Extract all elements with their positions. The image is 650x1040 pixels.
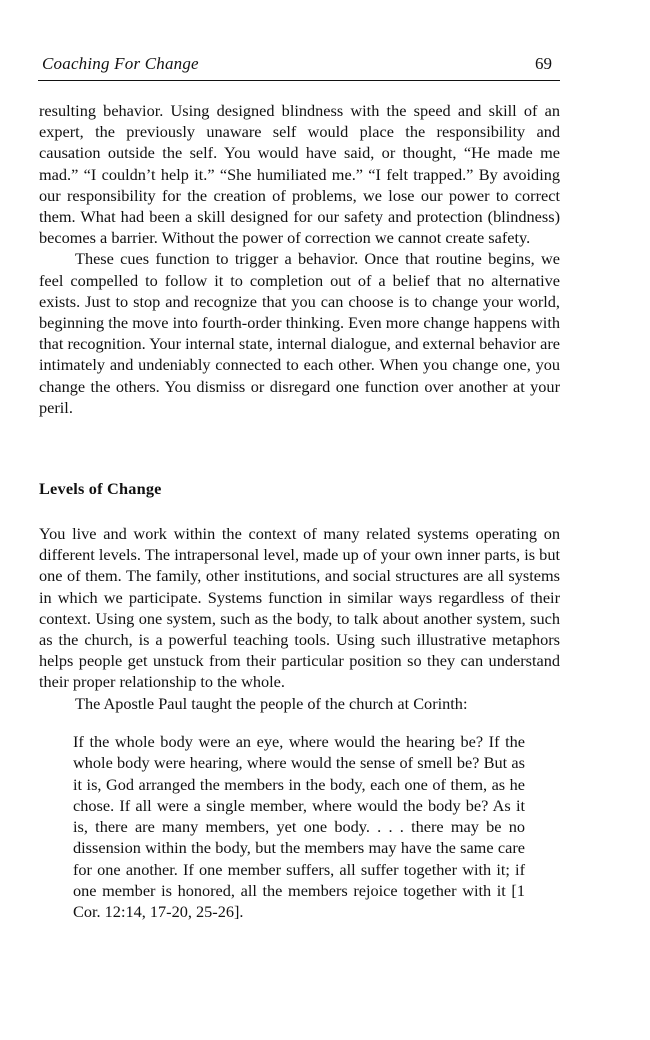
running-header	[38, 52, 560, 81]
paragraph: resulting behavior. Using designed blindness with the speed and skill of an expert, the previously unaware self would place the responsibility and causation outside the self. You would have said, or thought, “He made me mad.” “I couldn’t help it.” “She humiliated me.” “I felt trapped.” By avoiding our responsibility for the creation of problems, we lose our power to correct them. What had been a skill designed for our safety and protection (blindness) becomes a barrier. Without the power of correction we cannot create safety.	[39, 101, 560, 248]
section-heading: Levels of Change	[39, 479, 162, 498]
section-body	[39, 523, 560, 714]
paragraph: These cues function to trigger a behavior. Once that routine begins, we feel compelled to follow it to completion out of a belief that no alternative exists. Just to stop and recognize that you can choose is to change your world, beginning the move into fourth-order thinking. Even more change happens with that recognition. Your internal state, internal dialogue, and external behavior are intimately and undeniably connected to each other. When you change one, you change the others. You dismiss or disregard one function over another at your peril.	[39, 249, 560, 417]
paragraph: The Apostle Paul taught the people of the church at Corinth:	[75, 693, 468, 713]
page-number: 69	[535, 54, 552, 73]
block-quote: If the whole body were an eye, where would the hearing be? If the whole body were hearing, where would the sense of smell be? But as it is, God arranged the members in the body, each one of them, as he chose. If all were a single member, where would the body be? As it is, there are many members, yet one body. . . . there may be no dissension within the body, but the members may have the same care for one another. If one member suffers, all suffer together with it; if one member is honored, all the members rejoice together with it [1 Cor. 12:14, 17-20, 25-26].	[73, 732, 525, 922]
section-body	[39, 100, 560, 418]
running-header-title: Coaching For Change	[42, 54, 199, 73]
paragraph: You live and work within the context of many related systems operating on different levels. The intrapersonal level, made up of your own inner parts, is but one of them. The family, other institutions, and social structures are all systems in which we participate. Systems function in similar ways regardless of their context. Using one system, such as the body, to talk about another system, such as the church, is a powerful teaching tools. Using such illustrative metaphors helps people get unstuck from their particular position so they can understand their proper relationship to the whole.	[39, 524, 560, 692]
